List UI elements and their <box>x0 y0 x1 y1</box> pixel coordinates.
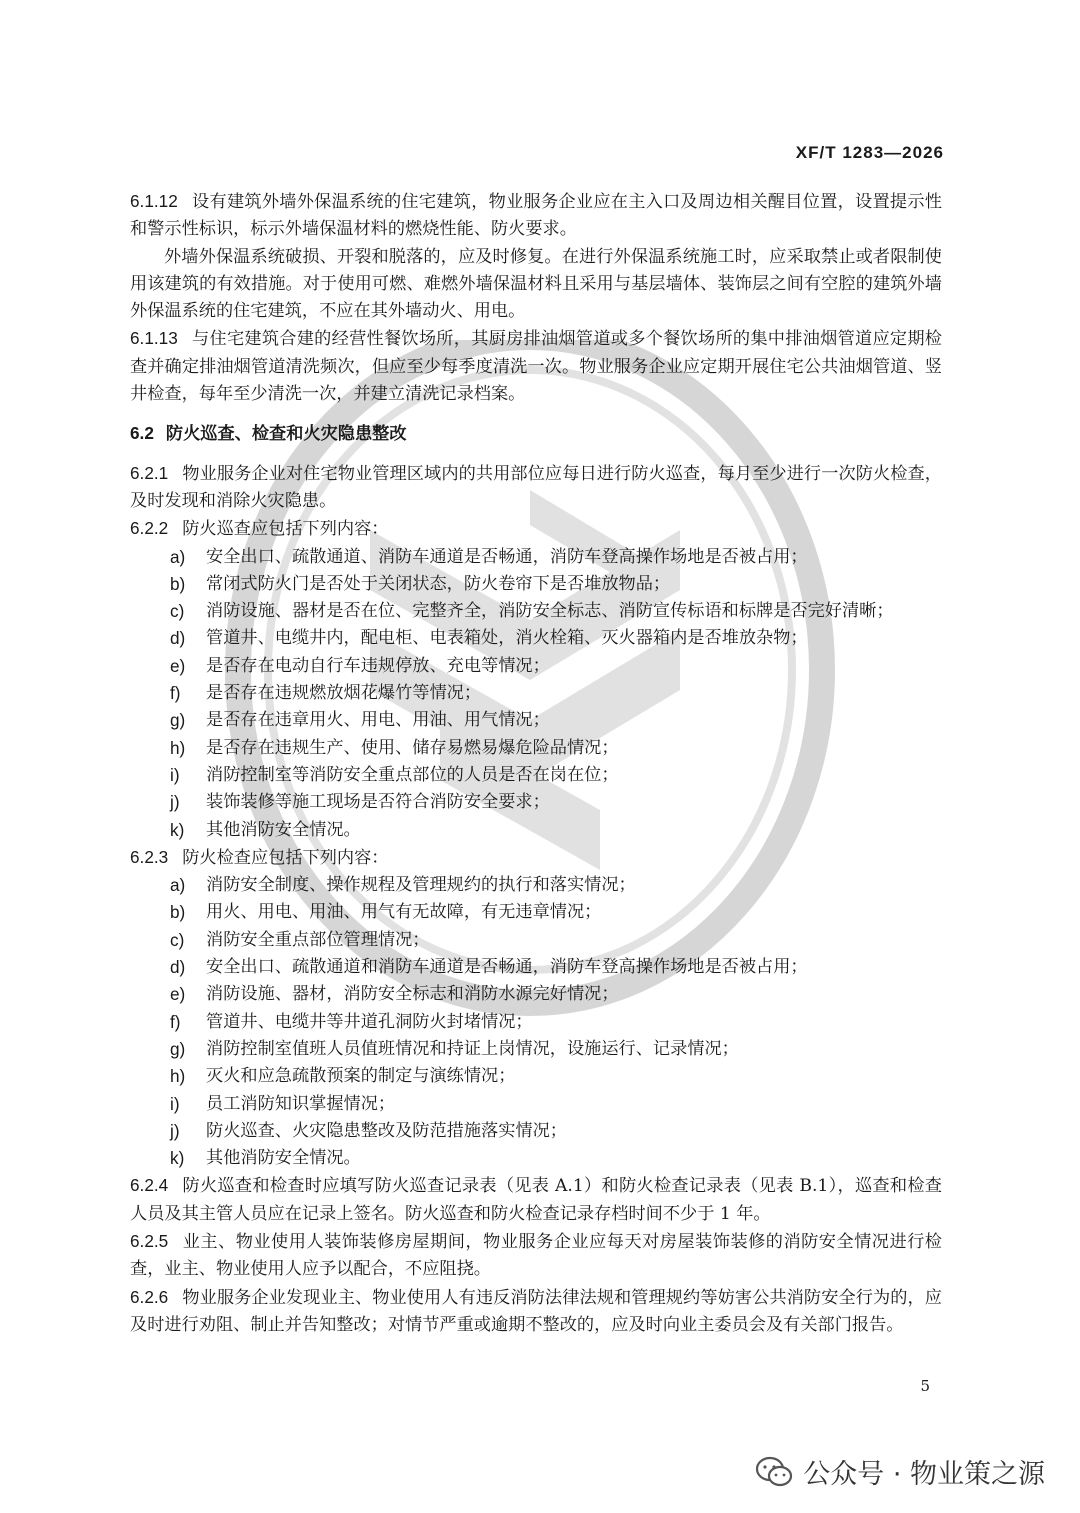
list-item-label: e) <box>170 655 186 676</box>
list-item-text: 灭火和应急疏散预案的制定与演练情况； <box>206 1066 516 1087</box>
clause-text: 业主、物业使用人装饰装修房屋期间，物业服务企业应每天对房屋装饰装修的消防安全情况进行检查，业主、物业使用人应予以配合，不应阻挠。 <box>130 1231 942 1280</box>
list-item-label: e) <box>170 984 186 1005</box>
list-item <box>170 1145 942 1172</box>
list-item-label: a) <box>170 546 186 567</box>
list-item-text: 员工消防知识掌握情况； <box>206 1093 396 1114</box>
list-item <box>170 571 942 598</box>
clause-number: 6.1.13 <box>130 328 178 349</box>
list-item <box>170 598 942 625</box>
list-item-label: j) <box>170 792 180 813</box>
clause-6-2-4 <box>130 1172 942 1228</box>
list-item-label: c) <box>170 601 185 622</box>
list-item <box>170 789 942 816</box>
list-item-text: 是否存在违章用火、用电、用油、用气情况； <box>206 710 550 731</box>
list-item-text: 装饰装修等施工现场是否符合消防安全要求； <box>206 792 550 813</box>
clause-number: 6.1.12 <box>130 191 178 211</box>
list-item-text: 安全出口、疏散通道和消防车通道是否畅通，消防车登高操作场地是否被占用； <box>206 957 808 978</box>
list-item-label: f) <box>170 1011 181 1032</box>
list-item-text: 其他消防安全情况。 <box>206 1148 361 1169</box>
list-item-text: 消防安全制度、操作规程及管理规约的执行和落实情况； <box>206 875 636 896</box>
list-item-text: 消防控制室等消防安全重点部位的人员是否在岗在位； <box>206 764 619 785</box>
list-item-label: g) <box>170 710 186 731</box>
list-item-text: 是否存在电动自行车违规停放、充电等情况； <box>206 655 550 676</box>
clause-6-2-3 <box>130 844 942 872</box>
patrol-list <box>130 544 942 844</box>
list-item <box>170 872 942 899</box>
clause-number: 6.2.1 <box>130 462 169 483</box>
list-item-text: 消防控制室值班人员值班情况和持证上岗情况，设施运行、记录情况； <box>206 1038 739 1059</box>
list-item-text: 常闭式防火门是否处于关闭状态，防火卷帘下是否堆放物品； <box>206 573 671 594</box>
list-item <box>170 625 942 652</box>
clause-6-2-1 <box>130 460 942 516</box>
list-item <box>170 762 942 789</box>
clause-text: 物业服务企业对住宅物业管理区域内的共用部位应每日进行防火巡查，每月至少进行一次防火检查，及时发现和消除火灾隐患。 <box>130 463 942 511</box>
section-heading <box>130 420 942 447</box>
list-item-text: 消防设施、器材是否在位、完整齐全，消防安全标志、消防宣传标语和标牌是否完好清晰； <box>206 601 894 622</box>
list-item <box>170 927 942 954</box>
wechat-icon <box>755 1456 793 1488</box>
list-item-label: h) <box>170 1066 186 1087</box>
section-number: 6.2 <box>130 423 154 444</box>
list-item-label: i) <box>170 764 180 785</box>
list-item-text: 管道井、电缆井等井道孔洞防火封堵情况； <box>206 1011 533 1032</box>
footer-account <box>755 1452 1045 1491</box>
clause-text: 外墙外保温系统破损、开裂和脱落的，应及时修复。在进行外保温系统施工时，应采取禁止或者限制使用该建筑的有效措施。对于使用可燃、难燃外墙保温材料且采用与基层墙体、装饰层之间有空腔的建筑外墙外保温系统的住宅建筑，不应在其外墙动火、用电。 <box>130 246 942 322</box>
standard-code: XF/T 1283—2026 <box>795 143 944 162</box>
inspection-list <box>130 872 942 1172</box>
list-item-label: d) <box>170 957 186 978</box>
clause-number: 6.2.3 <box>130 846 169 867</box>
list-item-label: f) <box>170 683 181 704</box>
list-item-label: a) <box>170 875 186 896</box>
list-item-label: c) <box>170 929 185 950</box>
clause-number: 6.2.2 <box>130 518 169 539</box>
list-item-label: b) <box>170 573 186 594</box>
list-item-text: 用火、用电、用油、用气有无故障，有无违章情况； <box>206 902 602 923</box>
list-item-label: g) <box>170 1038 186 1059</box>
document-body <box>130 188 942 1339</box>
list-item <box>170 653 942 680</box>
list-item <box>170 680 942 707</box>
clause-text: 物业服务企业发现业主、物业使用人有违反消防法律法规和管理规约等妨害公共消防安全行为的，应及时进行劝阻、制止并告知整改；对情节严重或逾期不整改的，应及时向业主委员会及有关部门报告。 <box>130 1287 942 1335</box>
list-item <box>170 1063 942 1090</box>
clause-text: 设有建筑外墙外保温系统的住宅建筑，物业服务企业应在主入口及周边相关醒目位置，设置提示性和警示性标识，标示外墙保温材料的燃烧性能、防火要求。 <box>130 192 942 240</box>
clause-text: 防火巡查和检查时应填写防火巡查记录表（见表 A.1）和防火检查记录表（见表 B.1），巡查和检查人员及其主管人员应在记录上签名。防火巡查和防火检查记录存档时间不少于 1 年。 <box>130 1176 942 1224</box>
list-item-text: 是否存在违规生产、使用、储存易燃易爆危险品情况； <box>206 737 619 758</box>
list-item-label: h) <box>170 737 186 758</box>
list-item <box>170 1118 942 1145</box>
list-item <box>170 544 942 571</box>
clause-6-1-13 <box>130 325 942 408</box>
list-item-text: 是否存在违规燃放烟花爆竹等情况； <box>206 683 482 704</box>
list-item-label: b) <box>170 902 186 923</box>
list-item-text: 消防安全重点部位管理情况； <box>206 929 430 950</box>
list-item <box>170 954 942 981</box>
page-number: 5 <box>920 1377 930 1395</box>
list-item-text: 防火巡查、火灾隐患整改及防范措施落实情况； <box>206 1120 567 1141</box>
list-item <box>170 735 942 762</box>
list-item-label: d) <box>170 628 186 649</box>
list-item-text: 其他消防安全情况。 <box>206 819 361 840</box>
list-item-label: j) <box>170 1120 180 1141</box>
clause-number: 6.2.5 <box>130 1230 169 1251</box>
footer-text: 公众号 · 物业策之源 <box>803 1459 1045 1490</box>
clause-6-2-2 <box>130 515 942 543</box>
clause-6-1-12-para2 <box>130 244 942 326</box>
list-item-text: 管道井、电缆井内，配电柜、电表箱处，消火栓箱、灭火器箱内是否堆放杂物； <box>206 628 808 649</box>
list-item-label: i) <box>170 1093 180 1114</box>
clause-number: 6.2.6 <box>130 1286 169 1307</box>
list-item-text: 安全出口、疏散通道、消防车通道是否畅通，消防车登高操作场地是否被占用； <box>206 546 808 567</box>
list-item <box>170 1009 942 1036</box>
list-item <box>170 981 942 1008</box>
list-item <box>170 1091 942 1118</box>
list-item-label: k) <box>170 1148 185 1169</box>
list-item-text: 消防设施、器材，消防安全标志和消防水源完好情况； <box>206 984 619 1005</box>
clause-text: 防火检查应包括下列内容： <box>182 847 389 868</box>
clause-text: 与住宅建筑合建的经营性餐饮场所，其厨房排油烟管道或多个餐饮场所的集中排油烟管道应定期检查并确定排油烟管道清洗频次，但应至少每季度清洗一次。物业服务企业应定期开展住宅公共油烟管道、竖井检查，每年至少清洗一次，并建立清洗记录档案。 <box>130 329 942 405</box>
clause-6-2-5 <box>130 1228 942 1284</box>
section-title: 防火巡查、检查和火灾隐患整改 <box>165 423 407 444</box>
list-item <box>170 707 942 734</box>
clause-6-1-12 <box>130 188 942 244</box>
list-item <box>170 1036 942 1063</box>
clause-number: 6.2.4 <box>130 1175 169 1196</box>
clause-text: 防火巡查应包括下列内容： <box>182 519 389 540</box>
clause-6-2-6 <box>130 1284 942 1340</box>
list-item-label: k) <box>170 819 185 840</box>
list-item <box>170 899 942 926</box>
list-item <box>170 817 942 844</box>
